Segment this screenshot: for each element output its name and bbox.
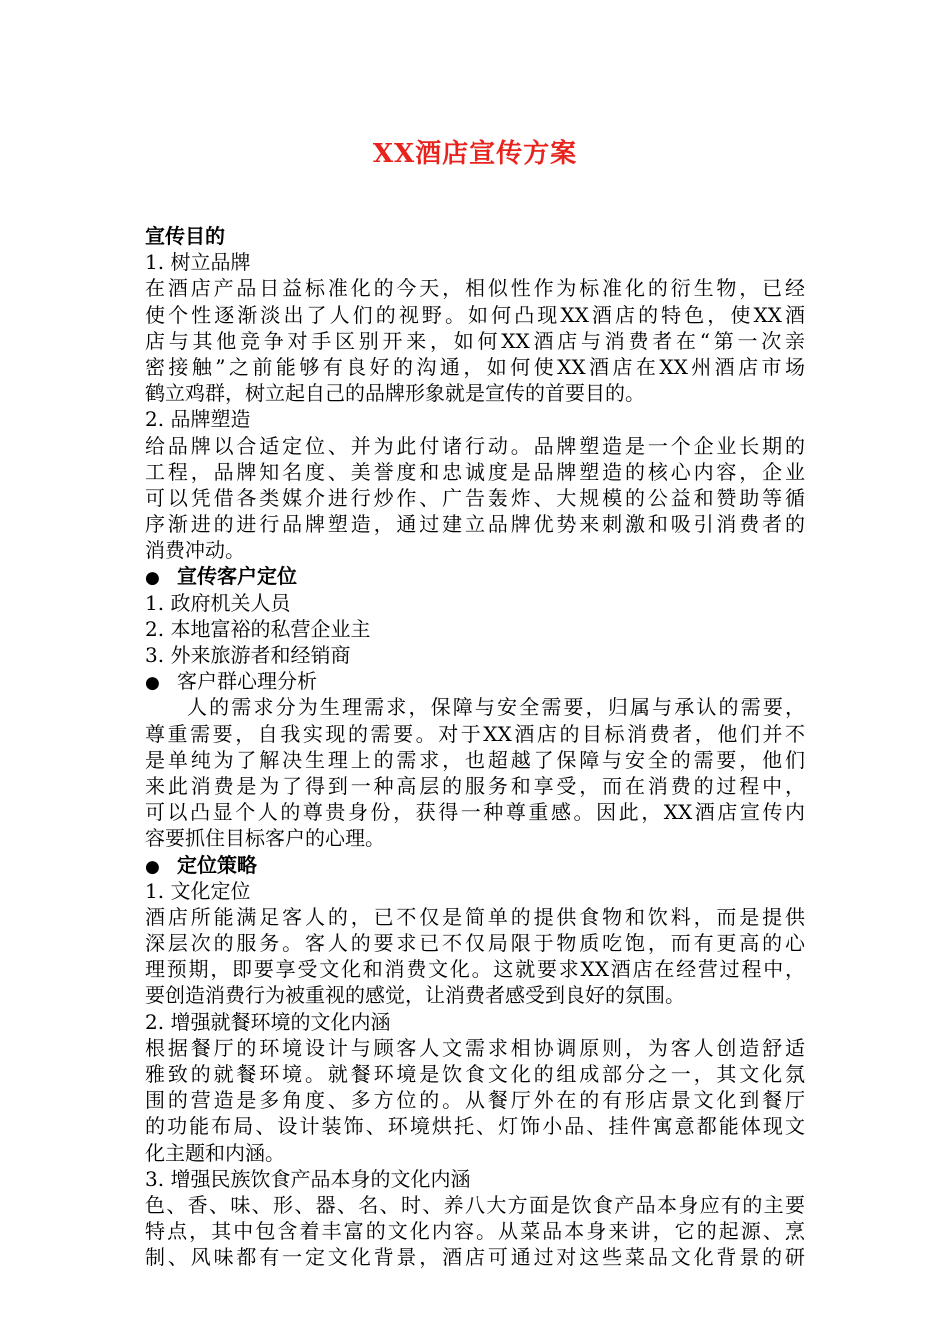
paragraph-line: 根据餐厅的环境设计与顾客人文需求相协调原则，为客人创造舒适	[145, 1035, 805, 1060]
paragraph-line: 来此消费是为了得到一种高层的服务和享受，而在消费的过程中，	[145, 773, 805, 798]
document-body	[145, 223, 805, 1271]
bullet-heading: ● 宣传客户定位	[145, 563, 805, 589]
paragraph-line: 的功能布局、设计装饰、环境烘托、灯饰小品、挂件寓意都能体现文	[145, 1114, 805, 1139]
paragraph-line: 雅致的就餐环境。就餐环境是饮食文化的组成部分之一，其文化氛	[145, 1062, 805, 1086]
paragraph-line: 理预期，即要享受文化和消费文化。这就要求XX酒店在经营过程中，	[145, 957, 805, 982]
bullet-heading: ● 定位策略	[145, 852, 805, 878]
paragraph-line: 要创造消费行为被重视的感觉，让消费者感受到良好的氛围。	[145, 983, 685, 1008]
paragraph-line: 1. 树立品牌	[145, 250, 251, 275]
paragraph-line: 色、香、味、形、器、名、时、养八大方面是饮食产品本身应有的主要	[145, 1192, 805, 1217]
paragraph-line: 密接触”之前能够有良好的沟通，如何使XX酒店在XX州酒店市场	[145, 354, 805, 379]
paragraph-line: 特点，其中包含着丰富的文化内容。从菜品本身来讲，它的起源、烹	[145, 1219, 805, 1244]
paragraph-line: 工程，品牌知名度、美誉度和忠诚度是品牌塑造的核心内容，企业	[145, 459, 805, 484]
paragraph-line: 1. 文化定位	[145, 878, 251, 903]
paragraph-line: 3. 外来旅游者和经销商	[145, 643, 351, 667]
paragraph-line: 消费冲动。	[145, 538, 245, 563]
paragraph-line: 2. 增强就餐环境的文化内涵	[145, 1009, 391, 1034]
paragraph-line: 序渐进的进行品牌塑造，通过建立品牌优势来刺激和吸引消费者的	[145, 512, 805, 537]
paragraph-line: 2. 本地富裕的私营企业主	[145, 616, 371, 641]
paragraph-line: 3. 增强民族饮食产品本身的文化内涵	[145, 1166, 471, 1191]
paragraph-line: 尊重需要，自我实现的需要。对于XX酒店的目标消费者，他们并不	[145, 721, 805, 746]
paragraph-line: 围的营造是多角度、多方位的。从餐厅外在的有形店景文化到餐厅	[145, 1088, 805, 1113]
paragraph-line: 制、风味都有一定文化背景，酒店可通过对这些菜品文化背景的研	[145, 1245, 805, 1270]
paragraph-line: 鹤立鸡群，树立起自己的品牌形象就是宣传的首要目的。	[145, 381, 645, 406]
document-title: XX酒店宣传方案	[372, 139, 578, 169]
paragraph-line: 化主题和内涵。	[145, 1140, 285, 1165]
paragraph-line: 可以凭借各类媒介进行炒作、广告轰炸、大规模的公益和赞助等循	[145, 485, 805, 510]
paragraph-line: 店与其他竞争对手区别开来，如何XX酒店与消费者在“第一次亲	[145, 328, 805, 353]
paragraph-line: 2. 品牌塑造	[145, 407, 251, 432]
paragraph-line: 在酒店产品日益标准化的今天，相似性作为标准化的衍生物，已经	[145, 276, 805, 301]
bullet-heading: ● 客户群心理分析	[145, 668, 805, 694]
paragraph-line: 酒店所能满足客人的，已不仅是简单的提供食物和饮料，而是提供	[145, 904, 805, 929]
paragraph-line: 深层次的服务。客人的要求已不仅局限于物质吃饱，而有更高的心	[145, 931, 805, 956]
paragraph-line: 是单纯为了解决生理上的需求，也超越了保障与安全的需要，他们	[145, 747, 805, 772]
paragraph-line: 容要抓住目标客户的心理。	[145, 826, 385, 851]
paragraph-line: 给品牌以合适定位、并为此付诸行动。品牌塑造是一个企业长期的	[145, 433, 805, 458]
paragraph-line: 可以凸显个人的尊贵身份，获得一种尊重感。因此，XX酒店宣传内	[145, 800, 805, 825]
section-heading: 宣传目的	[145, 224, 225, 248]
paragraph-line: 1. 政府机关人员	[145, 590, 291, 615]
paragraph-line: 使个性逐渐淡出了人们的视野。如何凸现XX酒店的特色，使XX酒	[145, 302, 805, 327]
paragraph-line: 人的需求分为生理需求，保障与安全需要，归属与承认的需要，	[187, 695, 805, 720]
